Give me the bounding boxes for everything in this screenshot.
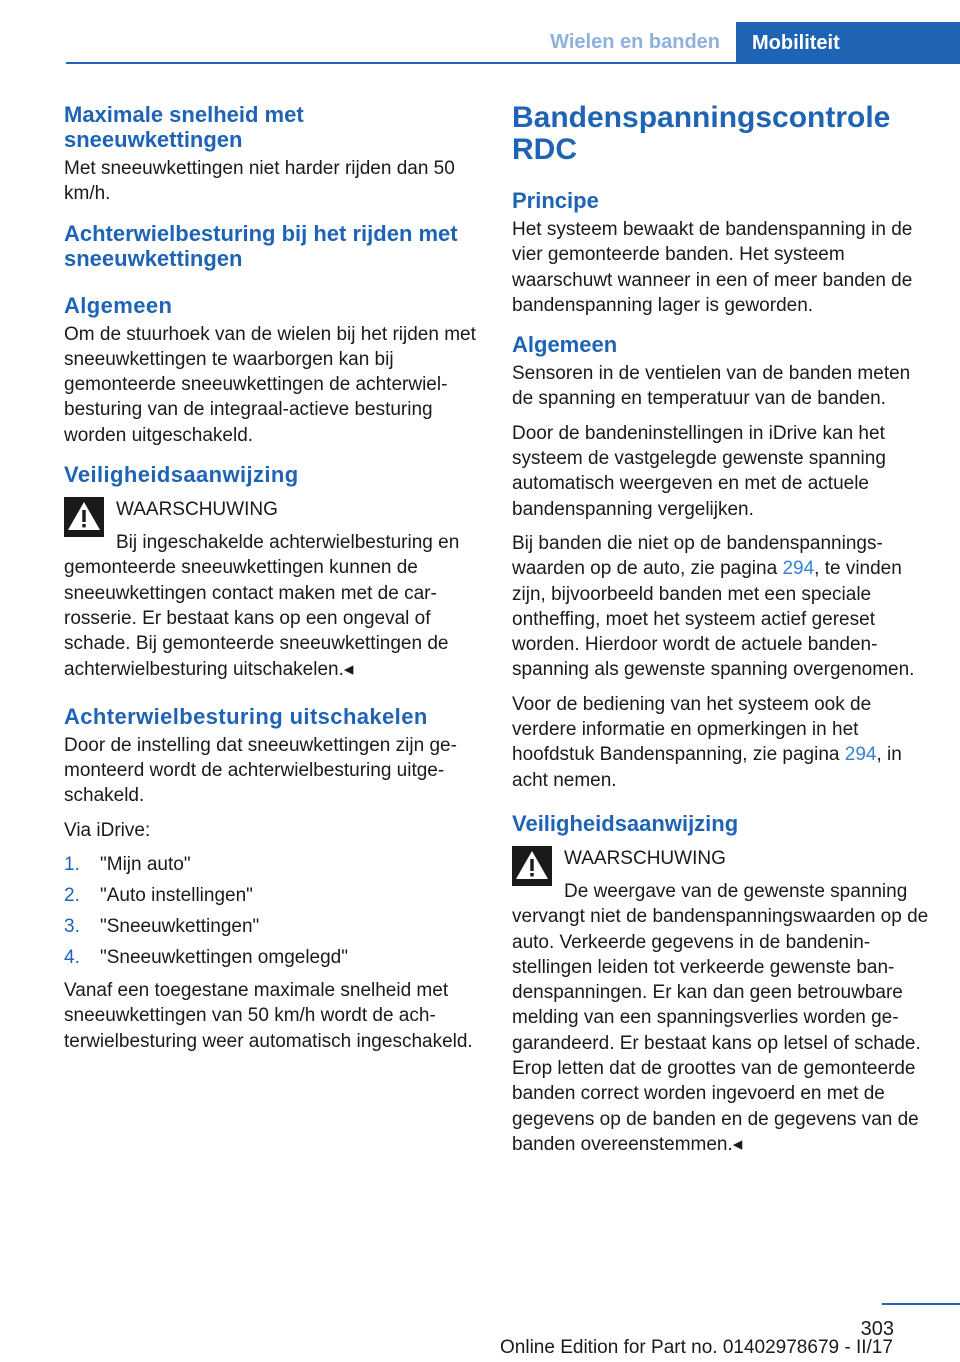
heading-safety: Veiligheidsaanwijzing [64,462,299,488]
warning-text: Bij ingeschakelde achterwielbesturing en gemonteerde sneeuwkettingen kunnen de sneeuwkettingen contact maken met de carrosserie. Er bestaat kans op een ongeval of schade. Bij gemonteerde sneeuwkettingen de achterwielbesturing uitschakelen.◂ [64,532,460,680]
paragraph-operation [512,692,932,793]
header-divider [66,62,960,64]
footer-divider [882,1303,960,1305]
step-text: "Sneeuwkettingen omgelegd" [100,947,348,969]
heading-disable-rear-steering: Achterwielbesturing uitschakelen [64,703,428,729]
heading-max-speed: Maximale snelheid met sneeuwkettingen [64,102,304,152]
step-number: 4. [64,947,80,969]
page-link-294[interactable]: 294 [844,744,877,766]
text-part: Voor de bediening van het systeem ook de verdere informatie en opmerkingen in het hoofdstuk Bandenspanning, zie pagina [512,693,872,766]
step-number: 1. [64,854,80,876]
paragraph-sensors: Sensoren in de ventielen van de banden meten de spanning en temperatuur van de banden. [512,363,911,410]
list-item [64,883,480,908]
paragraph-max-speed: Met sneeuwkettingen niet harder rijden dan 50 km/h. [64,158,455,205]
warning-triangle-icon [512,846,552,886]
list-item [64,852,480,877]
step-text: "Auto instellingen" [100,885,253,907]
warning-block [64,497,480,522]
text-part: , in acht nemen. [512,744,902,791]
warning-triangle-icon [64,497,104,537]
warning-title: WAARSCHUWING [116,499,278,521]
left-column [64,102,480,1063]
page-number: 303 [860,1318,894,1340]
paragraph-principle: Het systeem bewaakt de bandenspanning in de vier gemonteerde banden. Het systeem waarschuwt wanneer in een of meer banden de bandenspanning lager is geworden. [512,219,913,316]
list-item [64,945,480,970]
heading-general-right: Algemeen [512,332,618,358]
paragraph-reset [512,531,932,683]
header-chapter-tab: Mobiliteit [736,22,960,64]
paragraph-idrive-settings: Door de bandeninstellingen in iDrive kan het systeem de vastgelegde gewenste spanning automatisch weergeven en met de actuele bandenspanning vergelijken. [512,422,886,520]
heading-principle: Principe [512,188,599,213]
paragraph-disable: Door de instelling dat sneeuwkettingen zijn gemonteerd wordt de achterwielbesturing uitgeschakeld. [64,734,457,807]
step-number: 2. [64,885,80,907]
text-part: , te vinden zijn, bijvoorbeeld banden met een speciale ontheffing, moet het systeem actief gereset worden. Hierdoor wordt de actuele bandenspanning als gewenste spanning overgenomen. [512,558,915,681]
header-section-label: Wielen en banden [550,31,720,53]
paragraph-auto-reenable: Vanaf een toegestane maximale snelheid met sneeuwkettingen van 50 km/h wordt de achterwielbesturing weer automatisch ingeschakeld. [64,980,473,1052]
step-text: "Mijn auto" [100,854,191,876]
idrive-steps-list [64,852,480,970]
right-column [512,102,932,1166]
list-item [64,914,480,939]
step-number: 3. [64,916,80,938]
warning-text: De weergave van de gewenste spanning vervangt niet de bandenspanningswaarden op de auto. Verkeerde gegevens in de bandeninstellingen leiden tot verkeerde gewenste bandenspanningen. Er kan dan geen betrouwbare melding van een spanningsverlies worden gegarandeerd. Er bestaat kans op letsel of schade. Erop letten dat de groottes van de gemonteerde banden correct worden ingevoerd en met de gegevens op de banden en de gegevens van de banden overeenstemmen.◂ [512,880,929,1155]
page-link-294[interactable]: 294 [782,558,815,580]
step-text: "Sneeuwkettingen" [100,916,260,938]
edition-note: Online Edition for Part no. 01402978679 - II/17 [500,1337,893,1358]
heading-rdc: Bandenspanningscontrole RDC [512,101,891,166]
warning-title: WAARSCHUWING [564,847,726,869]
warning-block [512,846,932,871]
paragraph-via-idrive: Via iDrive: [64,819,151,841]
paragraph-general: Om de stuurhoek van de wielen bij het rijden met sneeuwkettingen te waarborgen kan bij gemonteerde sneeuwkettingen de achterwielbesturing van de integraal-actieve besturing worden uitgeschakeld. [64,323,476,446]
text-part: Bij banden die niet op de bandenspanningswaarden op de auto, zie pagina [512,532,883,580]
heading-rear-steering-chains: Achterwielbesturing bij het rijden met sneeuwkettingen [64,220,458,271]
heading-general: Algemeen [64,292,173,318]
heading-safety-right: Veiligheidsaanwijzing [512,810,739,836]
